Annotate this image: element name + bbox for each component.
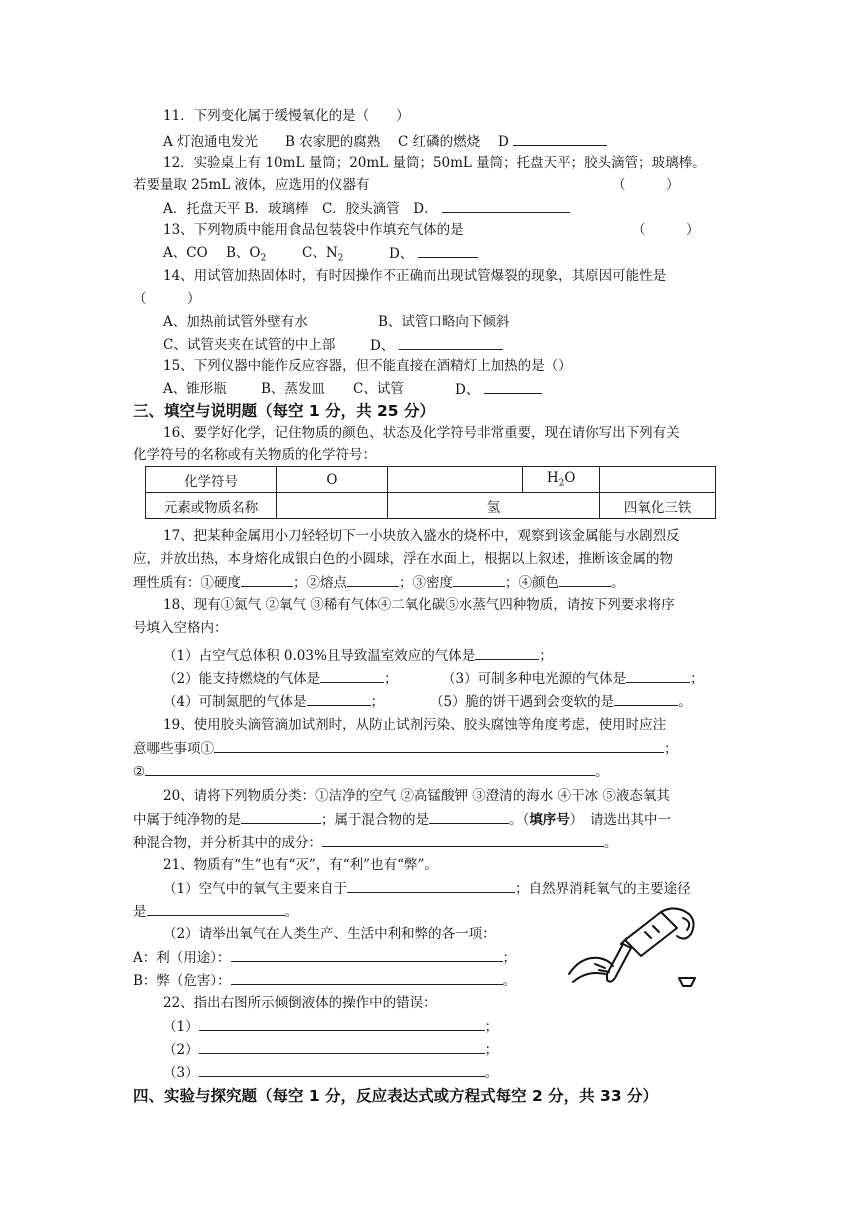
q21-blank-source[interactable] [347,879,515,893]
table-cell: O [277,467,387,493]
q13-opt-a: A、CO [163,245,208,261]
q17-blank-density[interactable] [453,573,505,587]
q13-opt-c-text: C、N [302,245,338,261]
q21-line6-end: 。 [502,973,517,989]
q18-s1-end: ； [539,648,553,664]
q21-line3-text: 是 [133,904,147,920]
q16-table [145,466,716,519]
q20-line1: 20、请将下列物质分类：①洁净的空气 ②高锰酸钾 ③澄清的海水 ④干冰 ⑤液态氧其 [163,788,670,804]
q15-stem: 15、下列仪器中能作反应容器，但不能直接在酒精灯上加热的是（） [163,358,572,374]
q21-line2 [163,879,691,898]
q18-s3 [442,669,704,688]
q17-color-label: ；④颜色 [505,575,559,591]
h2o-o: O [564,470,576,487]
q22-blank-2[interactable] [199,1040,485,1054]
q20-blank-pure[interactable] [241,810,321,824]
q19-line3-text: ② [133,764,146,780]
q20-line3-end: 。 [604,835,618,851]
q18-blank-2[interactable] [320,669,384,683]
q19-line2-text: 意哪些事项① [133,741,214,757]
table-row [146,467,716,493]
q17-line2: 应，并放出热，本身熔化成银白色的小圆球，浮在水面上，根据以上叙述，推断该金属的物 [133,551,673,567]
q13-opt-b-text: B、O [226,245,261,261]
q21-blank-harm[interactable] [231,971,503,985]
q18-s5-end: 。 [678,694,692,710]
q18-s4-text: （4）可制氮肥的气体是 [163,694,307,710]
q19-line1: 19、使用胶头滴管滴加试剂时，从防止试剂污染、胶头腐蚀等角度考虑，使用时应注 [163,717,667,733]
q15-opt-d-text: D、 [455,382,480,398]
q14-line2: （ ） [133,291,201,307]
q13-opt-c-sub: 2 [337,253,344,264]
table-cell[interactable] [387,467,522,493]
h2o-sub: 2 [558,478,565,489]
q20-line2-rest: ） 请选出其中一 [569,812,671,828]
q15-opt-b: B、蒸发皿 [261,381,325,397]
q20-line2 [133,810,671,829]
q15-opt-d [455,380,542,399]
q22-item-2-end: ； [484,1042,499,1058]
q18-s1 [163,646,553,665]
q12-line2: 若要量取 25mL 液体，应选用的仪器有 [133,177,370,193]
q16-line2: 化学符号的名称或有关物质的化学符号： [133,447,376,463]
q18-s5 [430,692,692,711]
h2o-h: H [546,470,559,487]
q20-fill-number: 填序号 [529,812,570,828]
q22-item-1-end: ； [484,1019,499,1035]
q18-s5-text: （5）脆的饼干遇到会变软的是 [430,694,615,710]
q17-hardness-label: 理性质有：①硬度 [133,575,241,591]
q13-opt-c [302,244,343,268]
q21-blank-benefit[interactable] [231,948,503,962]
q18-line2: 号填入空格内： [133,620,228,636]
q18-blank-1[interactable] [475,646,539,660]
q19-blank-2[interactable] [145,762,595,776]
q14-opt-a: A、加热前试管外壁有水 [163,314,308,330]
q11-blank[interactable] [513,132,607,146]
q11-options-text: A 灯泡通电发光 B 农家肥的腐熟 C 红磷的燃烧 D [163,134,509,150]
q18-blank-5[interactable] [614,692,678,706]
q13-opt-b [226,244,266,268]
q22-item-1 [163,1017,498,1036]
q18-s3-end: ； [690,671,704,687]
q13-paren: （ ） [632,222,700,238]
q17-blank-hardness[interactable] [241,573,293,587]
q20-blank-mix[interactable] [429,810,509,824]
q22-blank-3[interactable] [199,1063,485,1077]
table-cell: 元素或物质名称 [146,493,277,519]
q17-density-label: ；③密度 [399,575,453,591]
q22-item-3-end: 。 [484,1065,499,1081]
q21-line4: （2）请举出氧气在人类生产、生活中利和弊的各一项： [163,926,496,942]
q17-line3 [133,573,625,592]
q21-line5 [133,948,516,967]
table-row [146,493,716,519]
q12-blank[interactable] [442,199,570,213]
section3-heading: 三、填空与说明题（每空 1 分，共 25 分） [133,402,435,420]
q21-line5-end: ； [502,950,516,966]
q22-item-3 [163,1063,498,1082]
reagent-bottle-icon [625,912,677,956]
q20-line3 [133,833,618,852]
q17-blank-melting[interactable] [347,573,399,587]
q18-s3-text: （3）可制多种电光源的气体是 [442,671,627,687]
bottle-stopper-icon [679,978,695,986]
q18-blank-3[interactable] [626,669,690,683]
q12-paren: （ ） [612,177,680,193]
q18-s4 [163,692,384,711]
q19-line2-end: ； [664,741,678,757]
q20-blank-analysis[interactable] [322,833,604,847]
q18-s2 [163,669,398,688]
q20-line3-text: 种混合物，并分析其中的成分： [133,835,322,851]
q22-line1: 22、指出右图所示倾倒液体的操作中的错误： [163,995,437,1011]
q13-opt-d-text: D、 [389,246,414,262]
table-cell: 化学符号 [146,467,277,493]
q21-benefit-label: A：利（用途）： [133,950,231,966]
table-cell: 四氧化三铁 [600,493,716,519]
q15-opt-c: C、试管 [353,381,404,397]
q21-line6 [133,971,516,990]
q20-mix-label: ；属于混合物的是 [321,812,429,828]
q18-s4-end: ； [370,694,385,710]
q14-opt-d [370,336,503,355]
q22-blank-1[interactable] [199,1017,485,1031]
q15-opt-a: A、锥形瓶 [163,381,227,397]
table-cell[interactable] [600,467,716,493]
table-cell[interactable] [277,493,387,519]
q17-line1: 17、把某种金属用小刀轻轻切下一小块放入盛水的烧杯中，观察到该金属能与水剧烈反 [163,528,680,544]
q12-line1: 12．实验桌上有 10mL 量筒；20mL 量筒；50mL 量筒；托盘天平；胶头滴管；玻璃棒。 [163,155,706,171]
q19-line3-end: 。 [595,764,609,780]
q13-stem: 13、下列物质中能用食品包装袋中作填充气体的是 [163,222,464,238]
q13-opt-d [389,244,478,263]
table-cell [522,467,599,493]
q11-stem: 11．下列变化属于缓慢氧化的是（ ） [163,108,410,124]
q18-blank-4[interactable] [307,692,371,706]
q19-line2 [133,739,678,758]
q17-blank-color[interactable] [559,573,611,587]
q17-melting-label: ；②熔点 [293,575,347,591]
q19-blank-1[interactable] [214,739,664,753]
q22-item-2-label: （2） [163,1042,199,1058]
q15-blank[interactable] [484,380,542,394]
q21-line3 [133,902,298,921]
q18-s1-text: （1）占空气总体积 0.03%且导致温室效应的气体是 [163,648,476,664]
q21-line3-end: 。 [284,904,298,920]
q21-harm-label: B：弊（危害）： [133,973,231,989]
q21-line1: 21、物质有“生”也有“灭”，有“利”也有“弊”。 [163,857,438,873]
q12-options [163,199,570,218]
q18-s2-text: （2）能支持燃烧的气体是 [163,671,321,687]
q20-paren-open: 。（ [509,812,530,828]
q12-options-text: A．托盘天平 B．玻璃棒 C．胶头滴管 D． [163,201,438,217]
pouring-liquid-illustration [565,904,705,990]
q21-source-label: （1）空气中的氧气主要来自于 [163,881,348,897]
q14-opt-c: C、试管夹夹在试管的中上部 [163,337,336,353]
q13-opt-b-sub: 2 [260,253,267,264]
q19-line3 [133,762,609,781]
q20-pure-label: 中属于纯净物的是 [133,812,241,828]
q13-blank[interactable] [418,244,478,258]
section4-heading: 四、实验与探究题（每空 1 分，反应表达式或方程式每空 2 分，共 33 分） [133,1087,659,1105]
q22-item-3-label: （3） [163,1065,199,1081]
q16-line1: 16、要学好化学，记住物质的颜色、状态及化学符号非常重要，现在请你写出下列有关 [163,425,680,441]
q14-opt-b: B、试管口略向下倾斜 [378,314,510,330]
q18-line1: 18、现有①氮气 ②氧气 ③稀有气体④二氧化碳⑤水蒸气四种物质，请按下列要求将序 [163,597,675,613]
q11-options [163,132,607,151]
q14-blank[interactable] [399,336,503,350]
q14-opt-d-text: D、 [370,338,395,354]
q17-end: 。 [611,575,625,591]
table-cell: 氢 [387,493,600,519]
q21-blank-consume[interactable] [147,902,285,916]
q18-s2-end: ； [384,671,398,687]
q22-item-2 [163,1040,498,1059]
q21-line2-rest: ；自然界消耗氧气的主要途径 [515,881,691,897]
q14-line1: 14、用试管加热固体时，有时因操作不正确而出现试管爆裂的现象，其原因可能性是 [163,268,667,284]
q22-item-1-label: （1） [163,1019,199,1035]
